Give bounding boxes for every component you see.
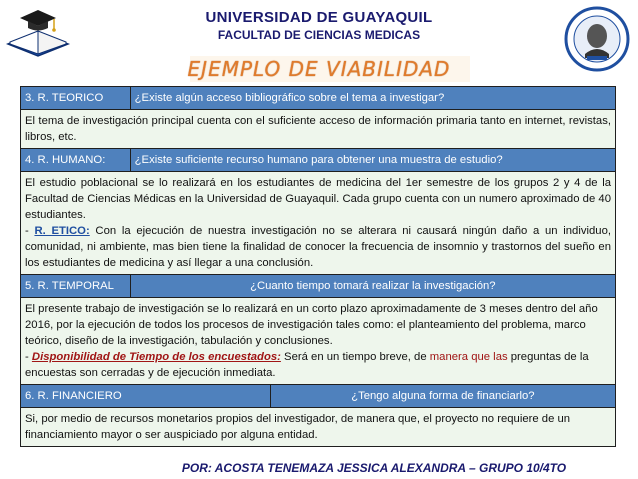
row-humano-body (21, 172, 616, 275)
row-teorico-body (21, 110, 616, 149)
etico-label: R. ETICO: (34, 225, 90, 237)
humano-text: El estudio poblacional se lo realizará en los estudiantes de medicina del 1er semestre de los grupos 2 y 4 de la Facultad de Ciencias Médicas en la Universidad de Guayaquil. Cada grupo cuenta con un numero aproximado de 40 estudiantes. (25, 177, 611, 221)
humano-question: ¿Existe suficiente recurso humano para obtener una muestra de estudio? (130, 149, 615, 172)
viability-table (20, 86, 616, 447)
teorico-question: ¿Existe algún acceso bibliográfico sobre el tema a investigar? (130, 87, 615, 110)
financiero-text: Si, por medio de recursos monetarios propios del investigador, de manera que, el proyecto no requiere de un financiamiento mayor o ser auspiciado por alguna entidad. (25, 413, 571, 441)
financiero-question: ¿Tengo alguna forma de financiarlo? (270, 385, 615, 408)
row-financiero-header (21, 385, 616, 408)
page-title: EJEMPLO DE VIABILIDAD (187, 57, 451, 81)
financiero-label: 6. R. FINANCIERO (21, 385, 271, 408)
temporal-text: El presente trabajo de investigación se lo realizará en un corto plazo aproximadamente de 3 meses dentro del año 2016, por la ejecución de todos los procesos de investigación tales como: el planteamiento del problema, marco teórico, diseño de la investigación, tabulación y conclusiones. (25, 303, 598, 347)
etico-paragraph: - R. ETICO: Con la ejecución de nuestra investigación no se alterara ni causará ningún daño a un individuo, comunidad, ni ambiente, mas bien tiene la finalidad de conocer la frecuencia de insomnio y trastornos del sueño en los estudiantes de medicina y así llegar a una conclusión. (25, 225, 611, 269)
teorico-text: El tema de investigación principal cuenta con el suficiente acceso de información primaria tanto en internet, revistas, libros, etc. (25, 115, 611, 143)
author-footer: POR: ACOSTA TENEMAZA JESSICA ALEXANDRA – GRUPO 10/4TO (181, 461, 567, 475)
teorico-label: 3. R. TEORICO (21, 87, 131, 110)
row-teorico-header (21, 87, 616, 110)
row-temporal-header (21, 275, 616, 298)
row-temporal-body (21, 298, 616, 385)
etico-text: Con la ejecución de nuestra investigación no se alterara ni causará ningún daño a un individuo, comunidad, ni ambiente, mas bien tiene la finalidad de conocer la frecuencia de insomnio y trastornos del sueño en los estudiantes de medicina y así llegar a una conclusión. (25, 225, 611, 269)
disponibilidad-paragraph: - Disponibilidad de Tiempo de los encuestados: Será en un tiempo breve, de manera que las preguntas de la encuestas son cerradas y de ejecución inmediata. (25, 351, 589, 379)
row-financiero-body (21, 408, 616, 447)
university-name: UNIVERSIDAD DE GUAYAQUIL (205, 9, 433, 26)
row-humano-header (21, 149, 616, 172)
humano-label: 4. R. HUMANO: (21, 149, 131, 172)
faculty-name: FACULTAD DE CIENCIAS MEDICAS (217, 28, 421, 42)
disponibilidad-label: Disponibilidad de Tiempo de los encuestados: (31, 351, 281, 363)
temporal-question: ¿Cuanto tiempo tomará realizar la investigación? (130, 275, 615, 298)
temporal-label: 5. R. TEMPORAL (21, 275, 131, 298)
